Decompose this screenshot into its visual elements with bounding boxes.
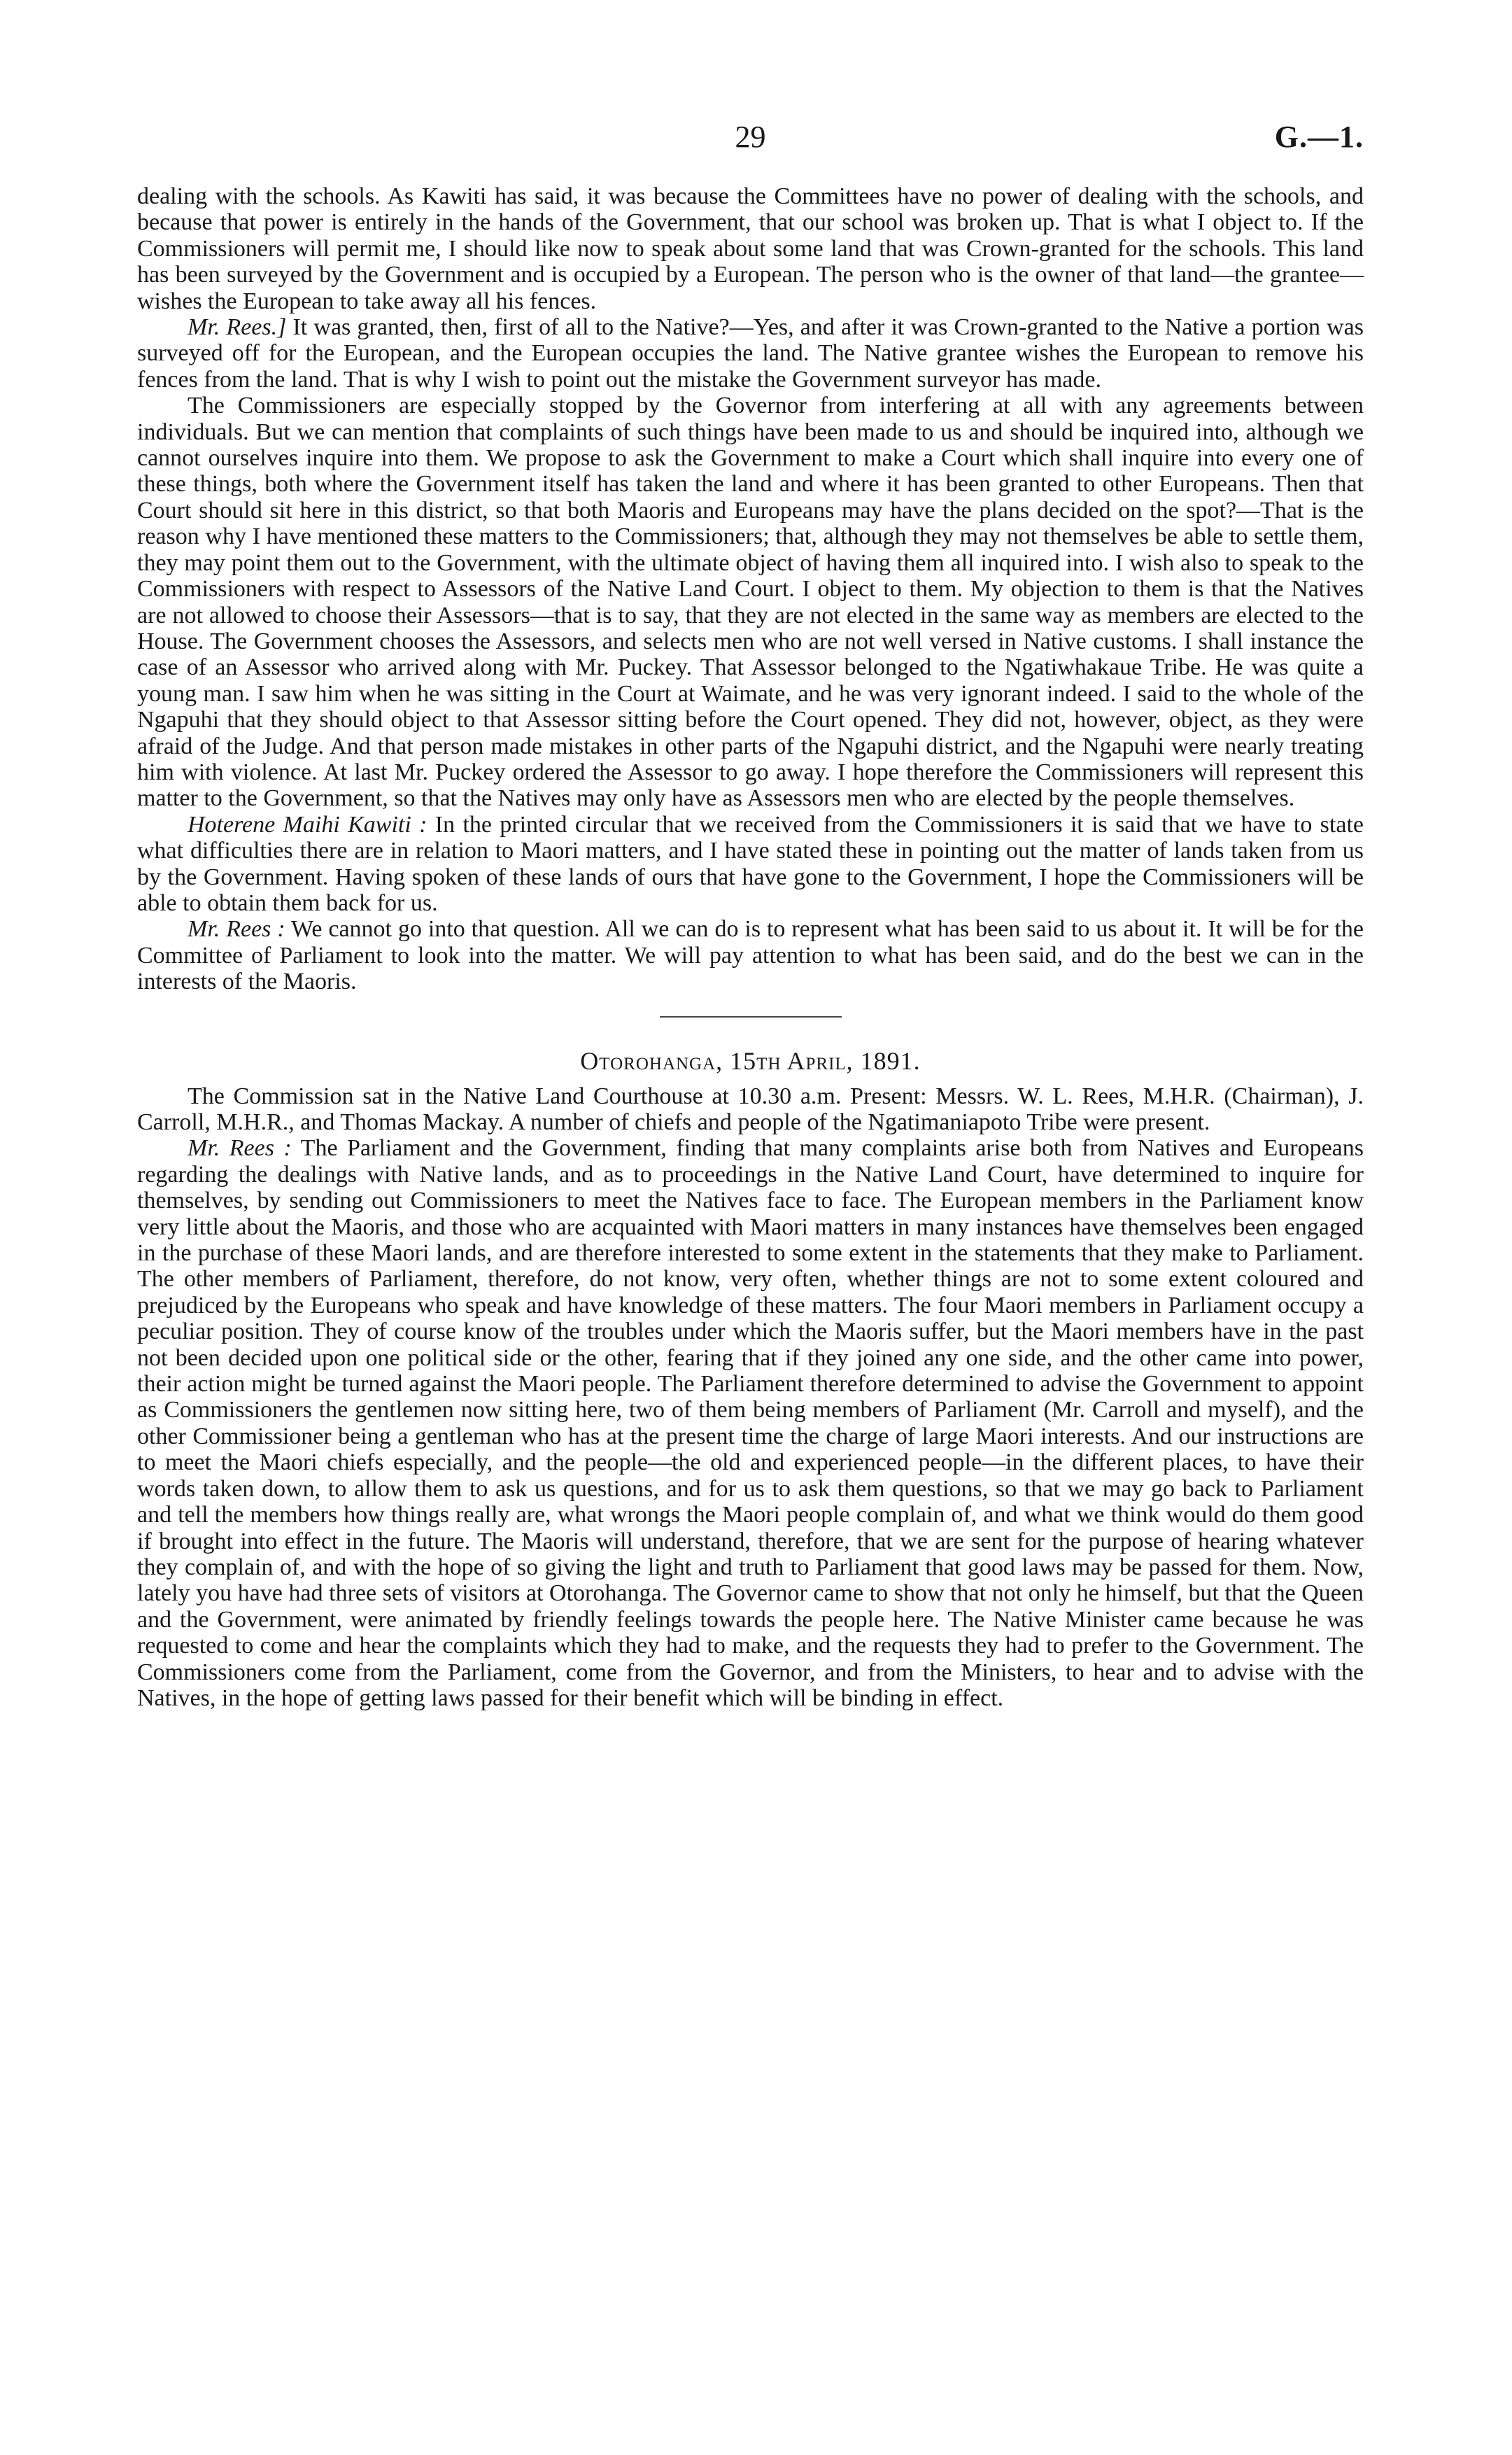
speaker-name: Mr. Rees.] <box>188 314 287 341</box>
speaker-name: Mr. Rees : <box>188 916 285 943</box>
paragraph-text: We cannot go into that question. All we can do is to represent what has been said to us about it. It will be for the Committee of Parliament to look into the matter. We will pay attention to what has been said, and do the best we can in the interests of the Maoris. <box>137 916 1364 995</box>
speaker-name: Mr. Rees : <box>188 1135 292 1162</box>
section-heading: Otorohanga, 15th April, 1891. <box>580 1046 921 1075</box>
paragraph <box>137 916 1364 994</box>
paragraph-text: The Commission sat in the Native Land Courthouse at 10.30 a.m. Present: Messrs. W. L. Rees, M.H.R. (Chairman), J. Carroll, M.H.R., and Thomas Mackay. A number of chiefs and people of the Ngatimaniapoto Tribe were present. <box>137 1083 1364 1135</box>
paragraph-text: The Parliament and the Government, finding that many complaints arise both from Natives and Europeans regarding the dealings with Native lands, and as to proceedings in the Native Land Court, have determined to inquire for themselves, by sending out Commissioners to meet the Natives face to face. The European members in the Parliament know very little about the Maoris, and those who are acquainted with Maori matters in many instances have themselves been engaged in the purchase of these Maori lands, and are therefore interested to some extent in the statements that they make to Parliament. The other members of Parliament, therefore, do not know, very often, whether things are not to some extent coloured and prejudiced by the Europeans who speak and have knowledge of these matters. The four Maori members in Parliament occupy a peculiar position. They of course know of the troubles under which the Maoris suffer, but the Maori members have in the past not been decided upon one political side or the other, fearing that if they joined any one side, and the other came into power, their action might be turned against the Maori people. The Parliament therefore determined to advise the Government to appoint as Commissioners the gentlemen now sitting here, two of them being members of Parliament (Mr. Carroll and myself), and the other Commissioner being a gentleman who has at the present time the charge of large Maori interests. And our instructions are to meet the Maori chiefs especially, and the people—the old and experienced people—in the different places, to have their words taken down, to allow them to ask us questions, and for us to ask them questions, so that we may go back to Parliament and tell the members how things really are, what wrongs the Maori people complain of, and what we think would do them good if brought into effect in the future. The Maoris will understand, therefore, that we are sent for the purpose of hearing whatever they complain of, and with the hope of so giving the light and truth to Parliament that good laws may be passed for them. Now, lately you have had three sets of visitors at Otorohanga. The Governor came to show that not only he himself, but that the Queen and the Government, were animated by friendly feelings towards the people here. The Native Minister came because he was requested to come and hear the complaints which they had to make, and the requests they had to prefer to the Government. The Commissioners come from the Parliament, come from the Governor, and from the Ministers, to hear and to advise with the Natives, in the hope of getting laws passed for their benefit which will be binding in effect. <box>137 1135 1364 1711</box>
section-divider <box>660 1016 842 1018</box>
paragraph <box>137 1083 1364 1136</box>
paragraph <box>137 1135 1364 1711</box>
paragraph <box>137 314 1364 393</box>
body-text <box>137 183 1364 1711</box>
paragraph <box>137 393 1364 812</box>
paragraph-text: In the printed circular that we received from the Commissioners it is said that we have to state what difficulties there are in relation to Maori matters, and I have stated these in pointing out the matter of lands taken from us by the Government. Having spoken of these lands of ours that have gone to the Government, I hope the Commissioners will be able to obtain them back for us. <box>137 811 1364 916</box>
paragraph <box>137 183 1364 314</box>
paragraph <box>137 812 1364 917</box>
paragraph-text: dealing with the schools. As Kawiti has said, it was because the Committees have no power of dealing with the schools, and because that power is entirely in the hands of the Government, that our school was broken up. That is what I object to. If the Commissioners will permit me, I should like now to speak about some land that was Crown-granted for the schools. This land has been surveyed by the Government and is occupied by a European. The person who is the owner of that land—the grantee—wishes the European to take away all his fences. <box>137 183 1364 314</box>
paragraph-text: It was granted, then, first of all to the Native?—Yes, and after it was Crown-granted to the Native a portion was surveyed off for the European, and the European occupies the land. The Native grantee wishes the European to remove his fences from the land. That is why I wish to point out the mistake the Government surveyor has made. <box>137 314 1364 393</box>
page-number: 29 <box>735 120 766 154</box>
speaker-name: Hoterene Maihi Kawiti : <box>188 811 428 838</box>
document-code: G.—1. <box>1274 120 1364 154</box>
page-header <box>137 118 1364 167</box>
paragraph-text: The Commissioners are especially stopped by the Governor from interfering at all with any agreements between individuals. But we can mention that complaints of such things have been made to us and should be inquired into, although we cannot ourselves inquire into them. We propose to ask the Government to make a Court which shall inquire into every one of these things, both where the Government itself has taken the land and where it has been granted to other Europeans. Then that Court should sit here in this district, so that both Maoris and Europeans may have the plans decided on the spot?—That is the reason why I have mentioned these matters to the Commissioners; that, although they may not themselves be able to settle them, they may point them out to the Government, with the ultimate object of having them all inquired into. I wish also to speak to the Commissioners with respect to Assessors of the Native Land Court. I object to them. My objection to them is that the Natives are not allowed to choose their Assessors—that is to say, that they are not elected in the same way as members are elected to the House. The Government chooses the Assessors, and selects men who are not well versed in Native customs. I shall instance the case of an Assessor who arrived along with Mr. Puckey. That Assessor belonged to the Ngatiwhakaue Tribe. He was quite a young man. I saw him when he was sitting in the Court at Waimate, and he was very ignorant indeed. I said to the whole of the Ngapuhi that they should object to that Assessor sitting before the Court opened. They did not, however, object, as they were afraid of the Judge. And that person made mistakes in other parts of the Ngapuhi district, and the Ngapuhi were nearly treating him with violence. At last Mr. Puckey ordered the Assessor to go away. I hope therefore the Commissioners will represent this matter to the Government, so that the Natives may only have as Assessors men who are elected by the people themselves. <box>137 393 1364 812</box>
